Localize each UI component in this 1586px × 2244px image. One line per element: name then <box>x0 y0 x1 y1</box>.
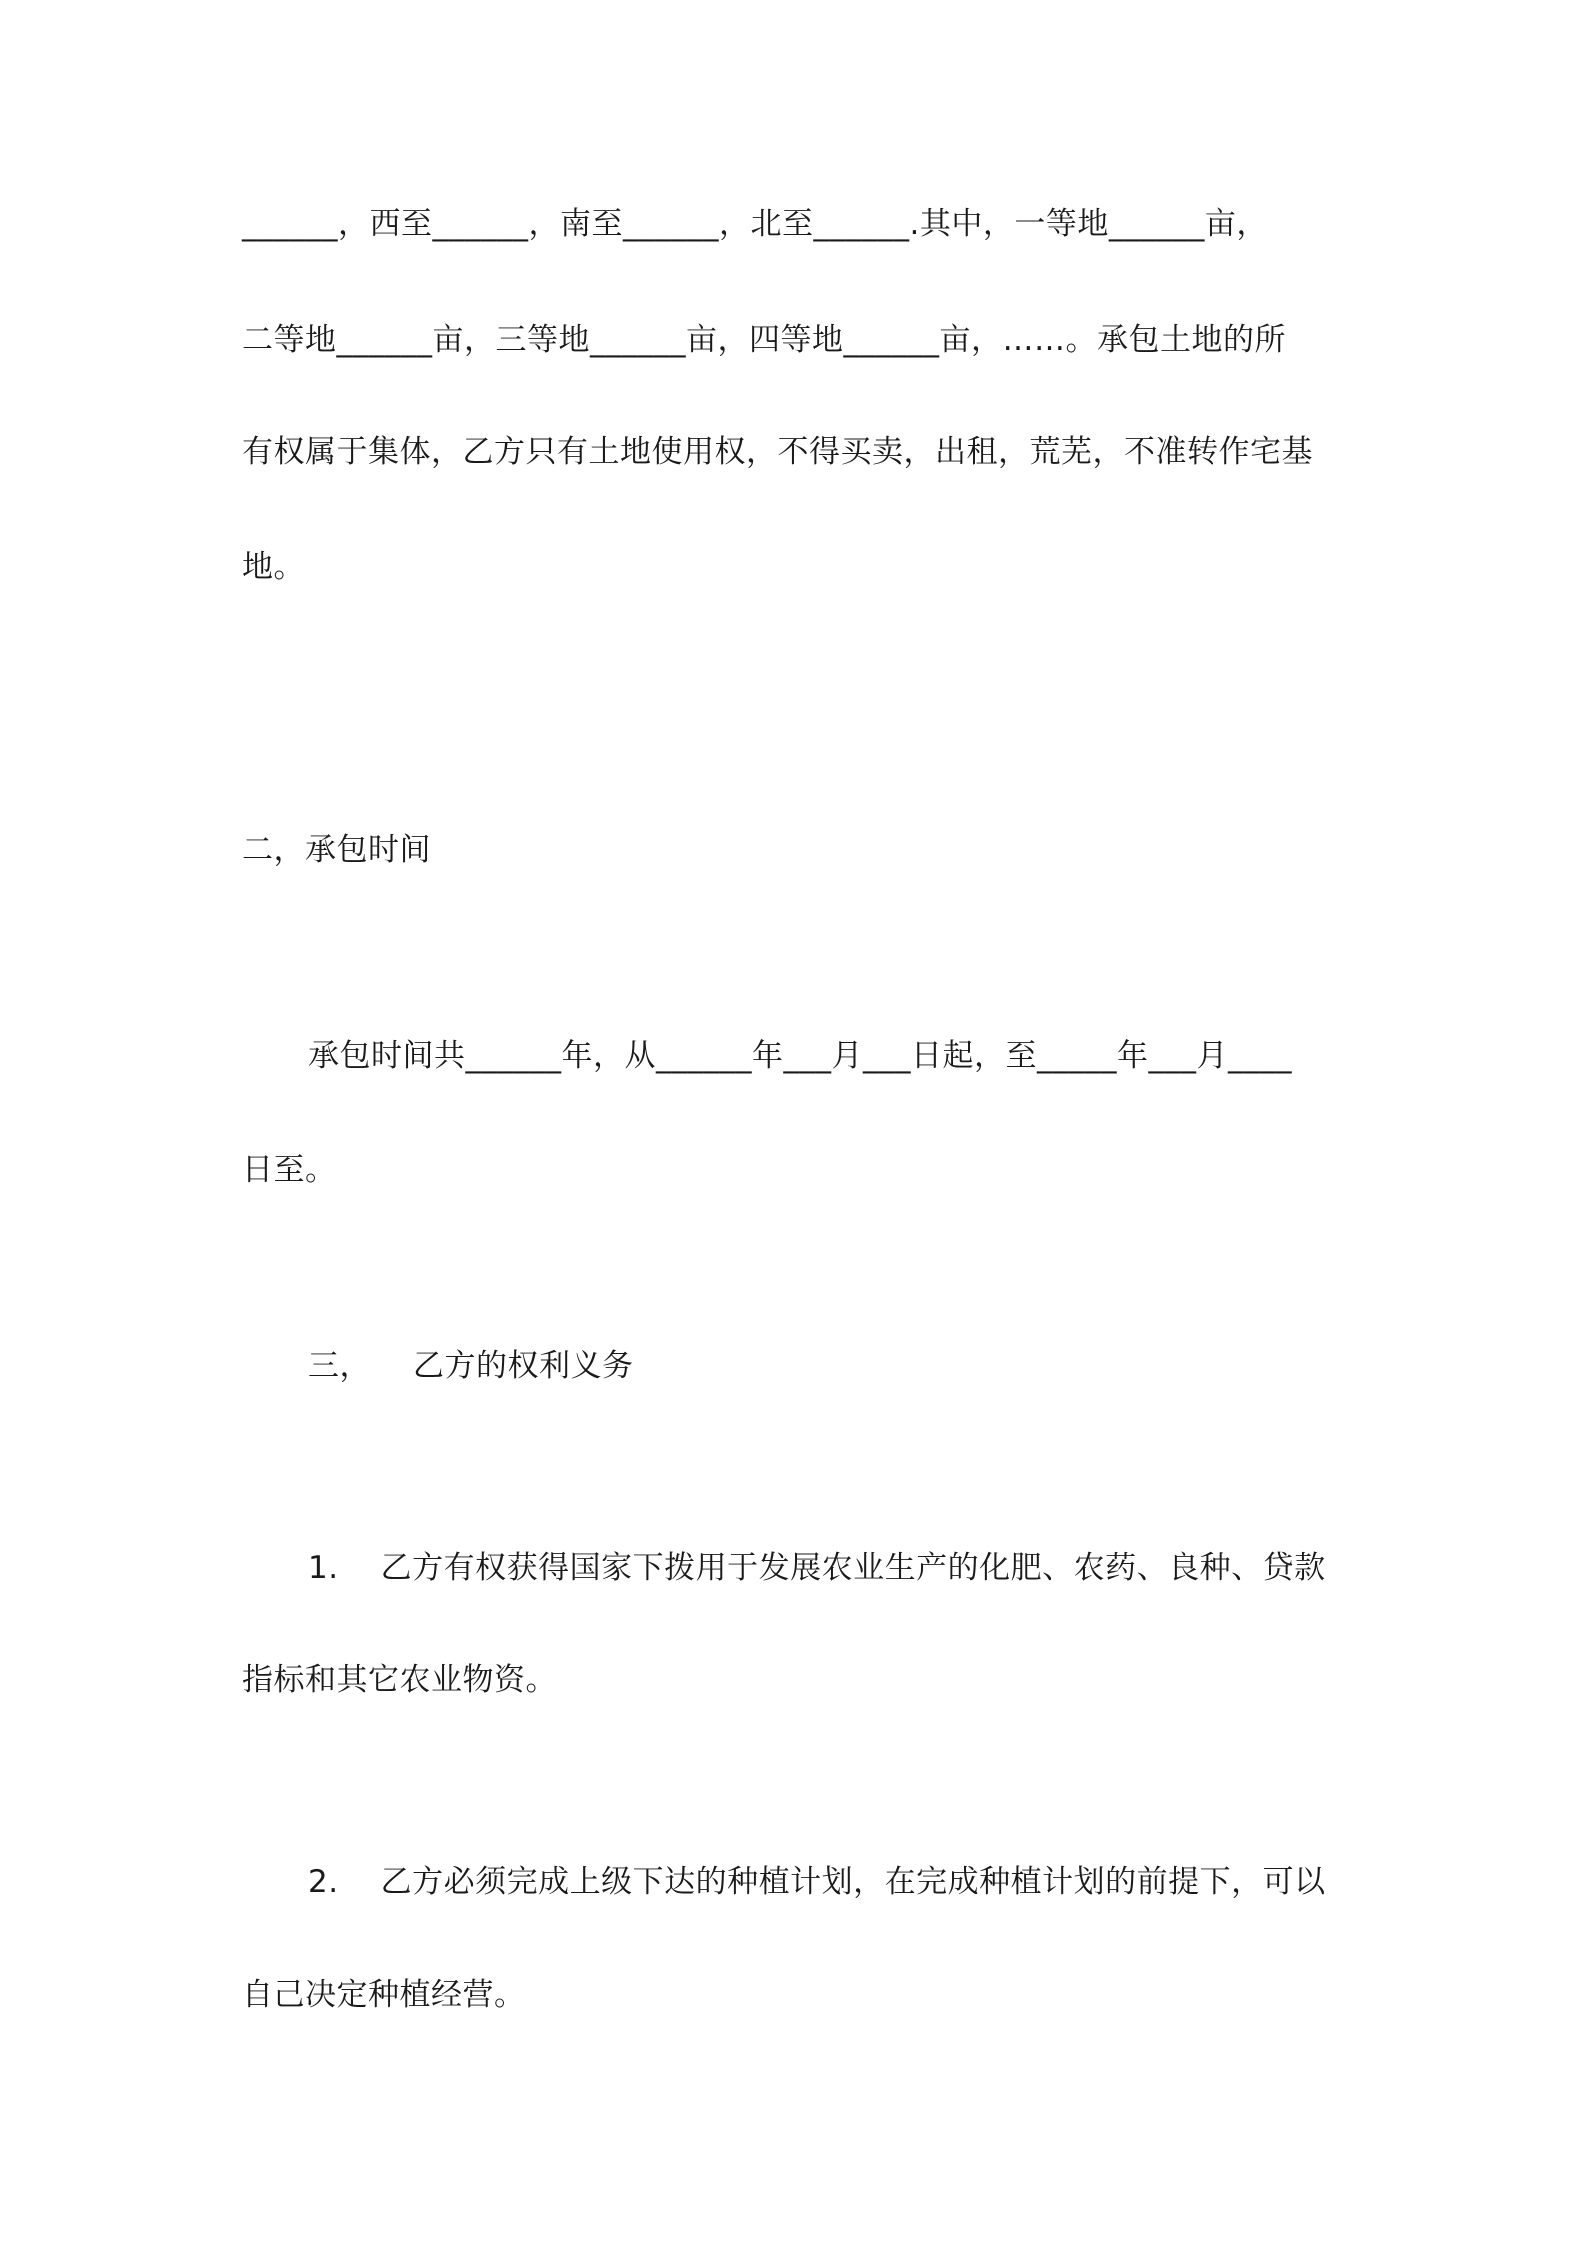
list-item-1-continuation: 指标和其它农业物资。 <box>242 1662 557 1698</box>
land-grade-line: 二等地______亩，三等地______亩，四等地______亩，……。承包土地的所 <box>242 322 1286 358</box>
list-item-2-continuation: 自己决定种植经营。 <box>242 1977 526 2013</box>
list-item-text: 乙方必须完成上级下达的种植计划，在完成种植计划的前提下，可以 <box>380 1864 1326 1900</box>
section-heading-term: 二，承包时间 <box>242 832 431 868</box>
boundary-line: ______，西至______，南至______，北至______.其中，一等地______亩， <box>242 206 1268 242</box>
section-title: 乙方的权利义务 <box>413 1348 634 1384</box>
list-item-1 <box>308 1548 1326 1588</box>
ownership-line: 有权属于集体，乙方只有土地使用权，不得买卖，出租，荒芜，不准转作宅基 <box>242 434 1313 470</box>
term-line-end: 日至。 <box>242 1152 337 1188</box>
ownership-line-end: 地。 <box>242 549 305 585</box>
list-item-number: 2. <box>308 1864 339 1900</box>
term-line: 承包时间共______年，从______年___月___日起，至_____年___月____ <box>308 1038 1292 1074</box>
section-heading-rights <box>308 1346 634 1386</box>
list-item-2 <box>308 1862 1326 1902</box>
list-item-number: 1. <box>308 1550 339 1586</box>
section-number: 三， <box>308 1348 371 1384</box>
list-item-text: 乙方有权获得国家下拨用于发展农业生产的化肥、农药、良种、贷款 <box>380 1550 1326 1586</box>
